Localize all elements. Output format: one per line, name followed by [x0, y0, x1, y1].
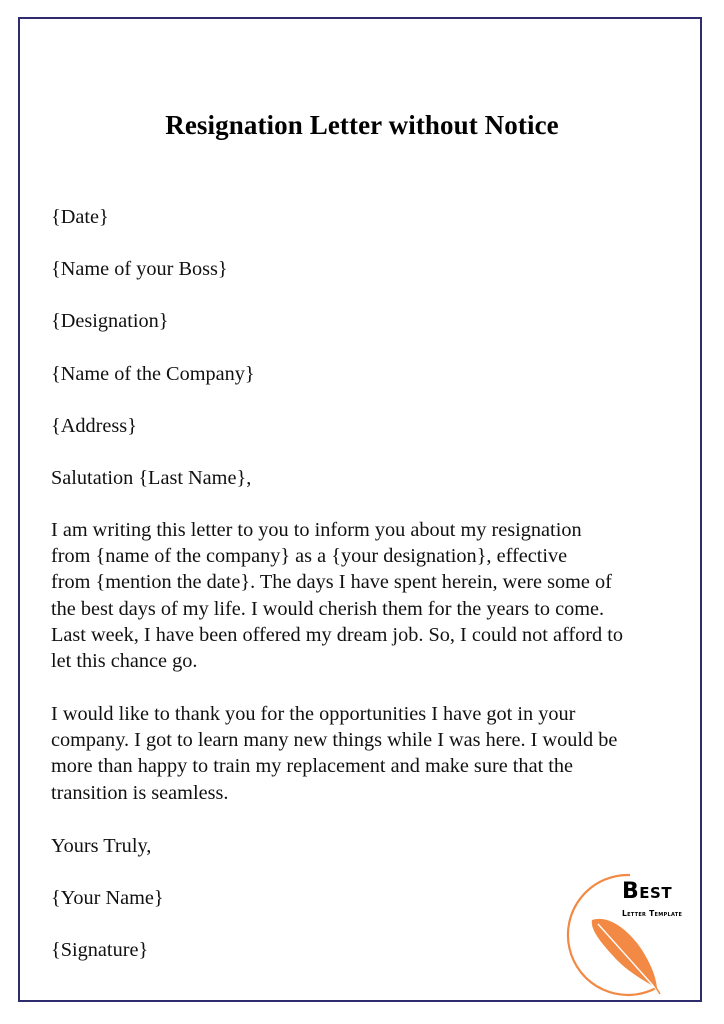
body-paragraph-2	[51, 701, 691, 806]
logo-brand: Best	[622, 879, 673, 904]
paragraph-line: from {name of the company} as a {your designation}, effective	[51, 545, 568, 568]
paragraph-line: I am writing this letter to you to inform you about my resignation	[51, 519, 582, 541]
page-title: Resignation Letter without Notice	[165, 110, 559, 140]
logo-tagline: Letter Template	[622, 909, 683, 918]
address-line: {Address}	[51, 415, 137, 437]
closing-line: Yours Truly,	[51, 835, 152, 857]
your-name-line: {Your Name}	[51, 887, 164, 909]
paragraph-line: I would like to thank you for the opportunities I have got in your	[51, 703, 576, 725]
company-name-line: {Name of the Company}	[51, 363, 255, 385]
paragraph-line: from {mention the date}. The days I have spent herein, were some of	[51, 571, 612, 594]
paragraph-line: transition is seamless.	[51, 781, 229, 804]
signature-line: {Signature}	[51, 939, 149, 961]
date-line: {Date}	[51, 206, 109, 228]
salutation-line: Salutation {Last Name},	[51, 467, 252, 489]
paragraph-line: Last week, I have been offered my dream job. So, I could not afford to	[51, 623, 624, 646]
body-paragraph-1	[51, 517, 691, 674]
paragraph-line: the best days of my life. I would cherish them for the years to come.	[51, 597, 605, 620]
paragraph-line: more than happy to train my replacement and make sure that the	[51, 755, 574, 778]
boss-name-line: {Name of your Boss}	[51, 258, 228, 280]
designation-line: {Designation}	[51, 310, 169, 332]
paragraph-line: let this chance go.	[51, 650, 198, 673]
paragraph-line: company. I got to learn many new things while I was here. I would be	[51, 729, 618, 752]
